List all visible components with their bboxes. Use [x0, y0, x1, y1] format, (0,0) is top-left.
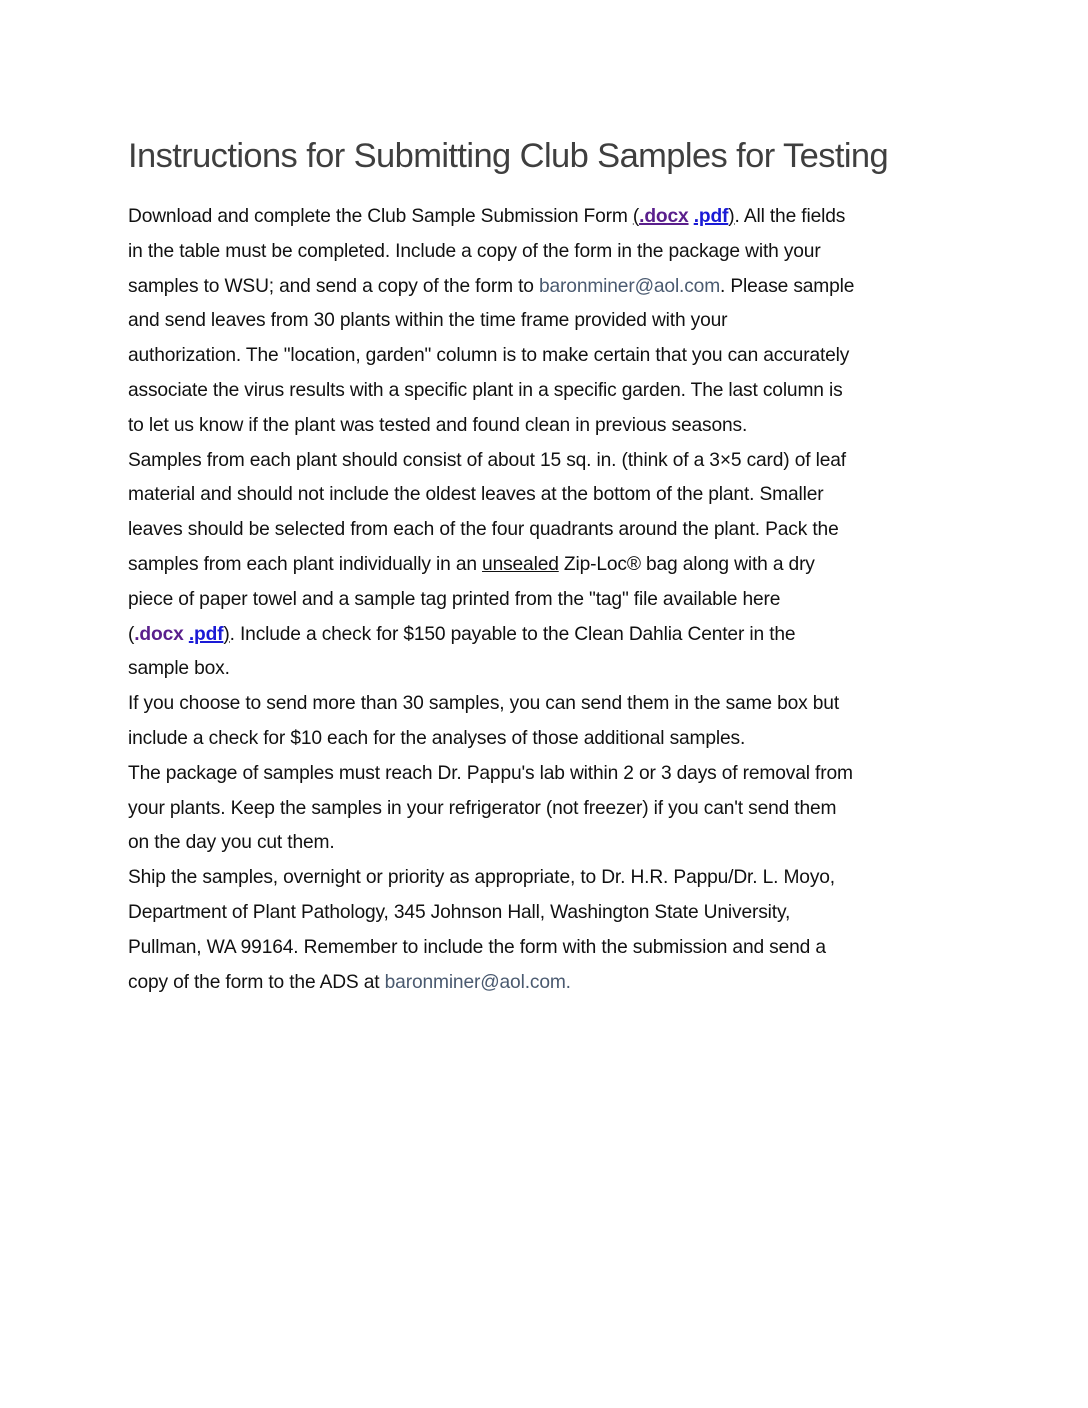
text-line: Ship the samples, overnight or priority as appropriate, to Dr. H.R. Pappu/Dr. L. Moyo,: [128, 867, 835, 889]
text-line: Download and complete the Club Sample Submission Form (.docx .pdf). All the fields: [128, 206, 846, 227]
text-line: leaves should be selected from each of the four quadrants around the plant. Pack the: [128, 519, 839, 541]
text-line: include a check for $10 each for the analyses of those additional samples.: [128, 727, 746, 749]
text-line: sample box.: [128, 658, 230, 680]
unsealed-emphasis: unsealed: [482, 553, 559, 575]
text-line: copy of the form to the ADS at baronminer@aol.com.: [128, 971, 571, 993]
paragraph-form-instructions: [128, 200, 968, 444]
paragraph-timing: [128, 757, 968, 861]
tag-docx-link[interactable]: .docx: [134, 623, 184, 645]
text-line: piece of paper towel and a sample tag printed from the "tag" file available here: [128, 588, 781, 610]
text-line: to let us know if the plant was tested and found clean in previous seasons.: [128, 414, 748, 436]
paragraph-additional-samples: [128, 687, 968, 757]
text-line: authorization. The "location, garden" column is to make certain that you can accurately: [128, 345, 850, 367]
text-line: (.docx .pdf). Include a check for $150 payable to the Clean Dahlia Center in the: [128, 623, 796, 645]
text-line: samples from each plant individually in an unsealed Zip-Loc® bag along with a dry: [128, 553, 815, 575]
text-line: If you choose to send more than 30 samples, you can send them in the same box but: [128, 693, 840, 715]
paragraph-shipping: [128, 861, 968, 1000]
paragraph-sample-packing: [128, 444, 968, 688]
tag-pdf-link[interactable]: .pdf: [188, 623, 224, 645]
text-line: samples to WSU; and send a copy of the form to baronminer@aol.com. Please sample: [128, 275, 855, 297]
form-pdf-link[interactable]: .pdf: [693, 206, 729, 227]
form-docx-link[interactable]: .docx: [639, 206, 689, 227]
email-link[interactable]: baronminer@aol.com: [539, 275, 721, 297]
text-line: and send leaves from 30 plants within the time frame provided with your: [128, 310, 728, 332]
text-line: associate the virus results with a specific plant in a specific garden. The last column is: [128, 379, 843, 401]
text-line: in the table must be completed. Include a copy of the form in the package with your: [128, 240, 821, 262]
document-page: [128, 134, 968, 1000]
text-line: your plants. Keep the samples in your refrigerator (not freezer) if you can't send them: [128, 797, 837, 819]
text-line: on the day you cut them.: [128, 832, 335, 854]
text-line: The package of samples must reach Dr. Pappu's lab within 2 or 3 days of removal from: [128, 762, 853, 784]
text-line: Department of Plant Pathology, 345 Johnson Hall, Washington State University,: [128, 901, 791, 923]
text-line: material and should not include the oldest leaves at the bottom of the plant. Smaller: [128, 484, 824, 506]
text-line: Pullman, WA 99164. Remember to include the form with the submission and send a: [128, 936, 826, 958]
document-title: Instructions for Submitting Club Samples for Testing: [128, 137, 889, 175]
text-line: Samples from each plant should consist of about 15 sq. in. (think of a 3×5 card) of leaf: [128, 449, 846, 471]
email-link[interactable]: baronminer@aol.com: [384, 971, 566, 993]
